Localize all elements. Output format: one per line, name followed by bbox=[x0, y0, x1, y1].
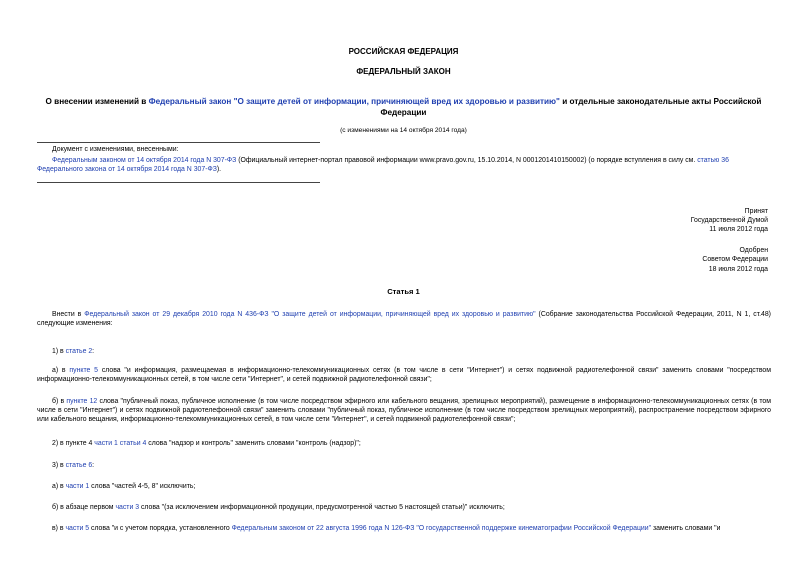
item-3c-post: заменить словами "и bbox=[651, 525, 721, 532]
item-2 bbox=[52, 439, 361, 448]
approved-label: Одобрен bbox=[739, 247, 768, 255]
part-1-link[interactable]: части 1 bbox=[65, 483, 90, 490]
item-3b-post: слова "(за исключением информационной продукции, предусмотренной частью 5 настоящей статьи)" исключить; bbox=[139, 504, 505, 511]
item-1a-pre: а) в bbox=[52, 367, 70, 374]
accepted-date: 11 июля 2012 года bbox=[709, 226, 768, 234]
changes-text-2: ). bbox=[216, 166, 222, 174]
intro-text-pre: Внести в bbox=[52, 311, 85, 318]
adoption-block bbox=[560, 207, 768, 274]
item-3a bbox=[52, 482, 195, 491]
part-5-link[interactable]: части 5 bbox=[65, 525, 90, 532]
title-prefix: О внесении изменений в bbox=[45, 97, 149, 106]
item-1b bbox=[37, 397, 771, 424]
article-intro bbox=[37, 310, 771, 328]
item-3c bbox=[37, 524, 771, 533]
law-126-link[interactable]: Федеральным законом от 22 августа 1996 года N 126-ФЗ "О государственной поддержке кинематографии Российской Федерации" bbox=[231, 525, 652, 532]
changes-caption: Документ с изменениями, внесенными: bbox=[52, 146, 179, 153]
item-2-post: слова "надзор и контроль" заменить словами "контроль (надзор)"; bbox=[146, 440, 361, 447]
title-suffix: и отдельные законодательные акты Российской Федерации bbox=[380, 97, 762, 118]
item-1-pre: 1) в bbox=[52, 348, 66, 355]
item-1b-post: слова "публичный показ, публичное исполнение (в том числе посредством эфирного или кабельного вещания, зрелищных мероприятий), размещение в информационно-телекоммуникационных сетях (в том числе в сети "Интернет") и сетях подвижной радиотелефонной связи" заменить словами "публичный показ, публичное исполнение (в том числе посредством зрелищных мероприятий), распространение посредством эфирного или кабельного вещания, информационно-телекоммуникационных сетей, в том числе сети "Интернет", и сетей подвижной радиотелефонной связи"; bbox=[37, 398, 771, 424]
article-2-link[interactable]: статье 2 bbox=[65, 348, 93, 355]
article-heading: Статья 1 bbox=[387, 287, 420, 296]
item-3b bbox=[52, 503, 505, 512]
amending-law-link[interactable]: Федеральным законом от 14 октября 2014 года N 307-ФЗ bbox=[52, 157, 237, 164]
item-3c-mid: слова "и с учетом порядка, установленного bbox=[89, 525, 232, 532]
item-1a-post: слова "и информация, размещаемая в информационно-телекоммуникационных сетях (в том числе в сети "Интернет") и сетях подвижной радиотелефонной связи" заменить словами "посредством информационно-телекоммуникационных сетей, в том числе сети "Интернет", и сетей подвижной радиотелефонной связи"; bbox=[37, 367, 771, 384]
item-1 bbox=[52, 347, 94, 356]
changes-paragraph bbox=[37, 156, 771, 174]
point-12-link[interactable]: пункте 12 bbox=[66, 398, 98, 405]
item-3b-pre: б) в абзаце первом bbox=[52, 504, 116, 511]
item-3a-post: слова "частей 4-5, 8" исключить; bbox=[89, 483, 196, 490]
country-heading: РОССИЙСКАЯ ФЕДЕРАЦИЯ bbox=[348, 47, 459, 56]
changes-bottom-divider bbox=[37, 182, 320, 183]
item-3-post: : bbox=[92, 462, 95, 469]
edition-note: (с изменениями на 14 октября 2014 года) bbox=[340, 127, 467, 134]
title-law-link[interactable]: Федеральный закон "О защите детей от информации, причиняющей вред их здоровью и развитию" bbox=[148, 97, 560, 106]
accepted-label: Принят bbox=[744, 208, 768, 215]
approved-by: Советом Федерации bbox=[702, 256, 768, 264]
approved-date: 18 июля 2012 года bbox=[708, 265, 768, 273]
law-436-link[interactable]: Федеральный закон от 29 декабря 2010 года N 436-ФЗ "О защите детей от информации, причиняющей вред их здоровью и развитию" bbox=[84, 311, 536, 318]
item-3c-pre: в) в bbox=[52, 525, 66, 532]
part-3-link[interactable]: части 3 bbox=[115, 504, 140, 511]
article-36-link[interactable]: статью 36 Федерального закона от 14 октября 2014 года N 307-ФЗ bbox=[37, 157, 729, 174]
item-3-pre: 3) в bbox=[52, 462, 66, 469]
item-1b-pre: б) в bbox=[52, 398, 67, 405]
item-3a-pre: а) в bbox=[52, 483, 66, 490]
item-3 bbox=[52, 461, 94, 470]
article-6-link[interactable]: статье 6 bbox=[65, 462, 93, 469]
changes-top-divider bbox=[37, 142, 320, 143]
document-title bbox=[40, 96, 767, 118]
changes-text-1: (Официальный интернет-портал правовой информации www.pravo.gov.ru, 15.10.2014, N 0001201410150002) (о порядке вступления в силу см. bbox=[236, 157, 698, 164]
point-5-link[interactable]: пункте 5 bbox=[69, 367, 99, 374]
item-1a bbox=[37, 366, 771, 384]
intro-text-post: (Собрание законодательства Российской Федерации, 2011, N 1, ст.48) следующие изменения: bbox=[37, 311, 771, 328]
article-4-part-1-link[interactable]: части 1 статьи 4 bbox=[94, 440, 147, 447]
item-2-pre: 2) в пункте 4 bbox=[52, 440, 95, 447]
document-type-heading: ФЕДЕРАЛЬНЫЙ ЗАКОН bbox=[356, 67, 451, 76]
accepted-by: Государственной Думой bbox=[690, 217, 768, 225]
item-1-post: : bbox=[92, 348, 95, 355]
